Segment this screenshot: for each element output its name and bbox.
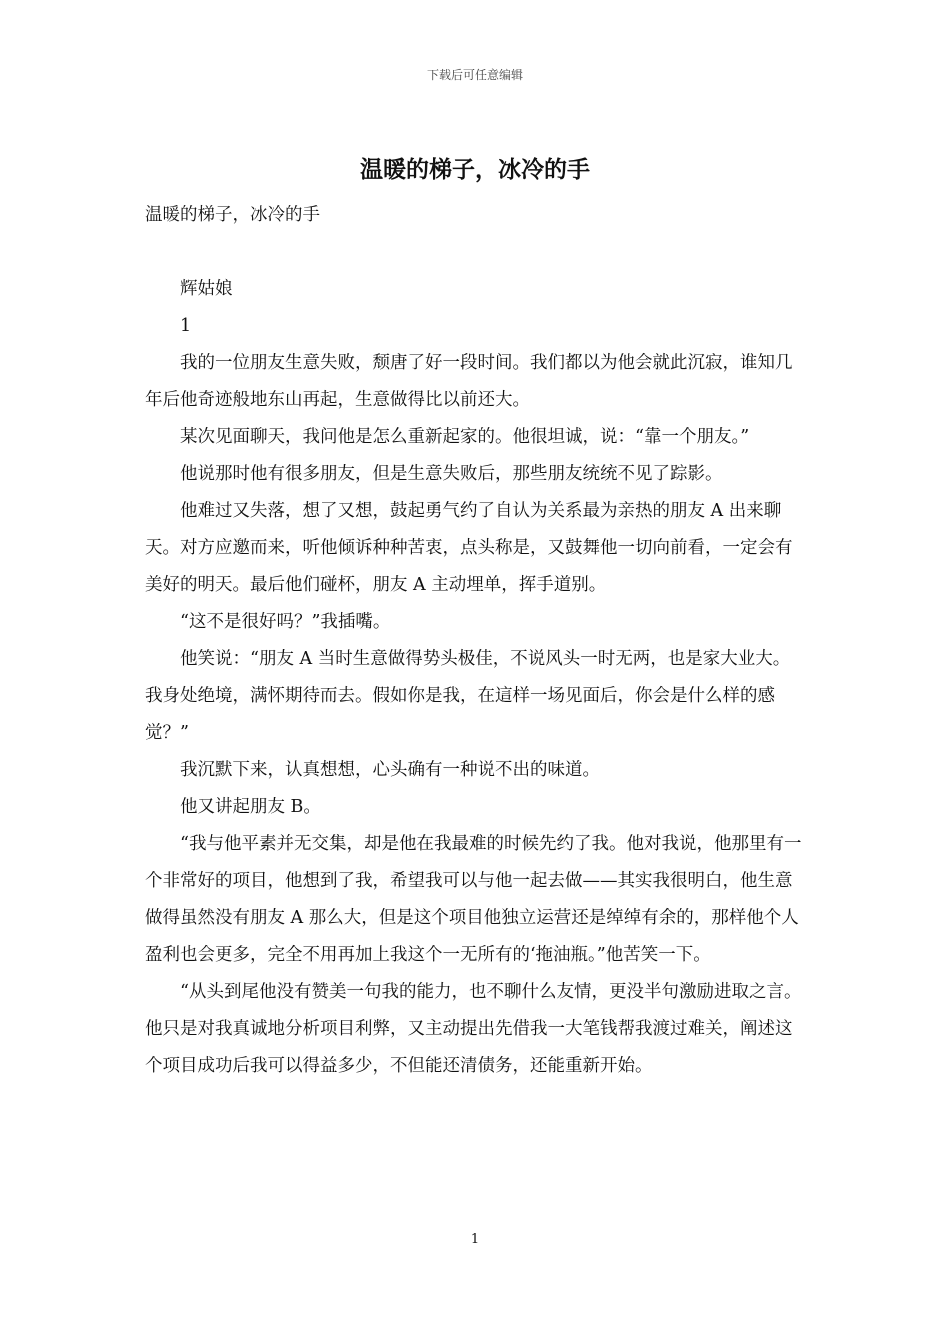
body-paragraph: 他又讲起朋友 B。 (180, 797, 321, 817)
body-paragraph: 我的一位朋友生意失败，颓唐了好一段时间。我们都以为他会就此沉寂，谁知几年后他奇迹般地东山再起，生意做得比以前还大。 (145, 353, 793, 410)
body-paragraph: 他说那时他有很多朋友，但是生意失败后，那些朋友统统不见了踪影。 (180, 464, 723, 484)
author-line: 辉姑娘 (180, 279, 233, 299)
subtitle-paragraph: 温暖的梯子，冰冷的手 (145, 205, 320, 225)
body-paragraph: “我与他平素并无交集，却是他在我最难的时候先约了我。他对我说，他那里有一个非常好的项目，他想到了我，希望我可以与他一起去做——其实我很明白，他生意做得虽然没有朋友 A 那么大，但是这个项目他独立运营还是绰绰有余的，那样他个人盈利也会更多，完全不用再加上我这个一无所有的‘拖油瓶。”他苦笑一下。 (145, 834, 802, 965)
body-paragraph: “这不是很好吗？”我插嘴。 (180, 612, 391, 632)
body-paragraph: 他难过又失落，想了又想，鼓起勇气约了自认为关系最为亲热的朋友 A 出来聊天。对方应邀而来，听他倾诉种种苦衷，点头称是，又鼓舞他一切向前看，一定会有美好的明天。最后他们碰杯，朋友 A 主动埋单，挥手道别。 (145, 501, 793, 595)
body-paragraph: “从头到尾他没有赞美一句我的能力，也不聊什么友情，更没半句激励进取之言。他只是对我真诚地分析项目利弊，又主动提出先借我一大笔钱帮我渡过难关，阐述这个项目成功后我可以得益多少，不但能还清债务，还能重新开始。 (145, 982, 802, 1076)
section-number: 1 (180, 316, 192, 336)
document-body (145, 197, 805, 1085)
body-paragraph: 某次见面聊天，我问他是怎么重新起家的。他很坦诚，说：“靠一个朋友。” (180, 427, 750, 447)
page-number: 1 (470, 1232, 480, 1247)
header-note: 下载后可任意编辑 (426, 68, 523, 82)
document-title: 温暖的梯子，冰冷的手 (360, 157, 590, 183)
body-paragraph: 我沉默下来，认真想想，心头确有一种说不出的味道。 (180, 760, 600, 780)
body-paragraph: 他笑说：“朋友 A 当时生意做得势头极佳，不说风头一时无两，也是家大业大。我身处绝境，满怀期待而去。假如你是我，在這样一场见面后，你会是什么样的感觉？” (145, 649, 791, 743)
